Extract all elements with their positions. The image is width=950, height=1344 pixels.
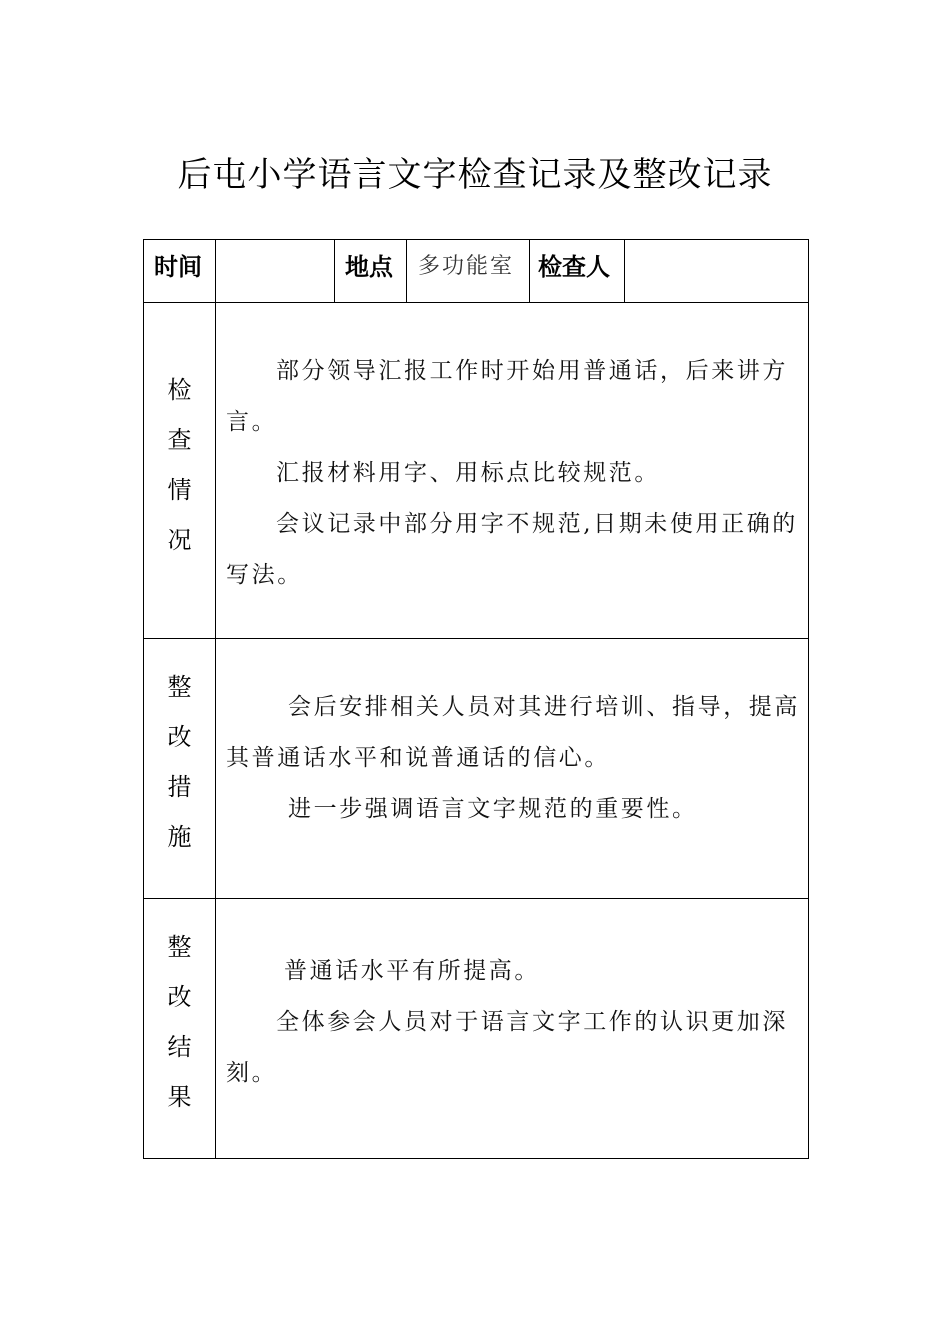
inspection-label: 检 查 情 况	[167, 376, 192, 554]
inspector-label: 检查人	[538, 253, 610, 281]
results-label: 整 改 结 果	[167, 933, 192, 1111]
record-table	[143, 239, 809, 1159]
time-label: 时间	[154, 253, 202, 281]
inspection-content	[226, 346, 802, 601]
row-divider	[144, 898, 808, 899]
column-divider	[334, 240, 335, 302]
place-label: 地点	[345, 253, 393, 281]
column-divider	[406, 240, 407, 302]
place-value: 多功能室	[418, 254, 515, 279]
paragraph: 会议记录中部分用字不规范,日期未使用正确的写法。	[226, 511, 798, 588]
document-title: 后屯小学语言文字检查记录及整改记录	[177, 155, 773, 195]
column-divider	[215, 240, 216, 1158]
measures-content	[226, 682, 802, 835]
paragraph: 会后安排相关人员对其进行培训、指导，提高其普通话水平和说普通话的信心。	[226, 694, 800, 771]
measures-label: 整 改 措 施	[167, 673, 192, 851]
results-content	[226, 946, 802, 1099]
paragraph: 普通话水平有所提高。	[284, 958, 540, 984]
paragraph: 进一步强调语言文字规范的重要性。	[288, 796, 698, 822]
row-divider	[144, 638, 808, 639]
column-divider	[624, 240, 625, 302]
paragraph: 全体参会人员对于语言文字工作的认识更加深刻。	[226, 1009, 788, 1086]
column-divider	[529, 240, 530, 302]
paragraph: 部分领导汇报工作时开始用普通话，后来讲方言。	[226, 358, 788, 435]
paragraph: 汇报材料用字、用标点比较规范。	[276, 460, 660, 486]
row-divider	[144, 302, 808, 303]
